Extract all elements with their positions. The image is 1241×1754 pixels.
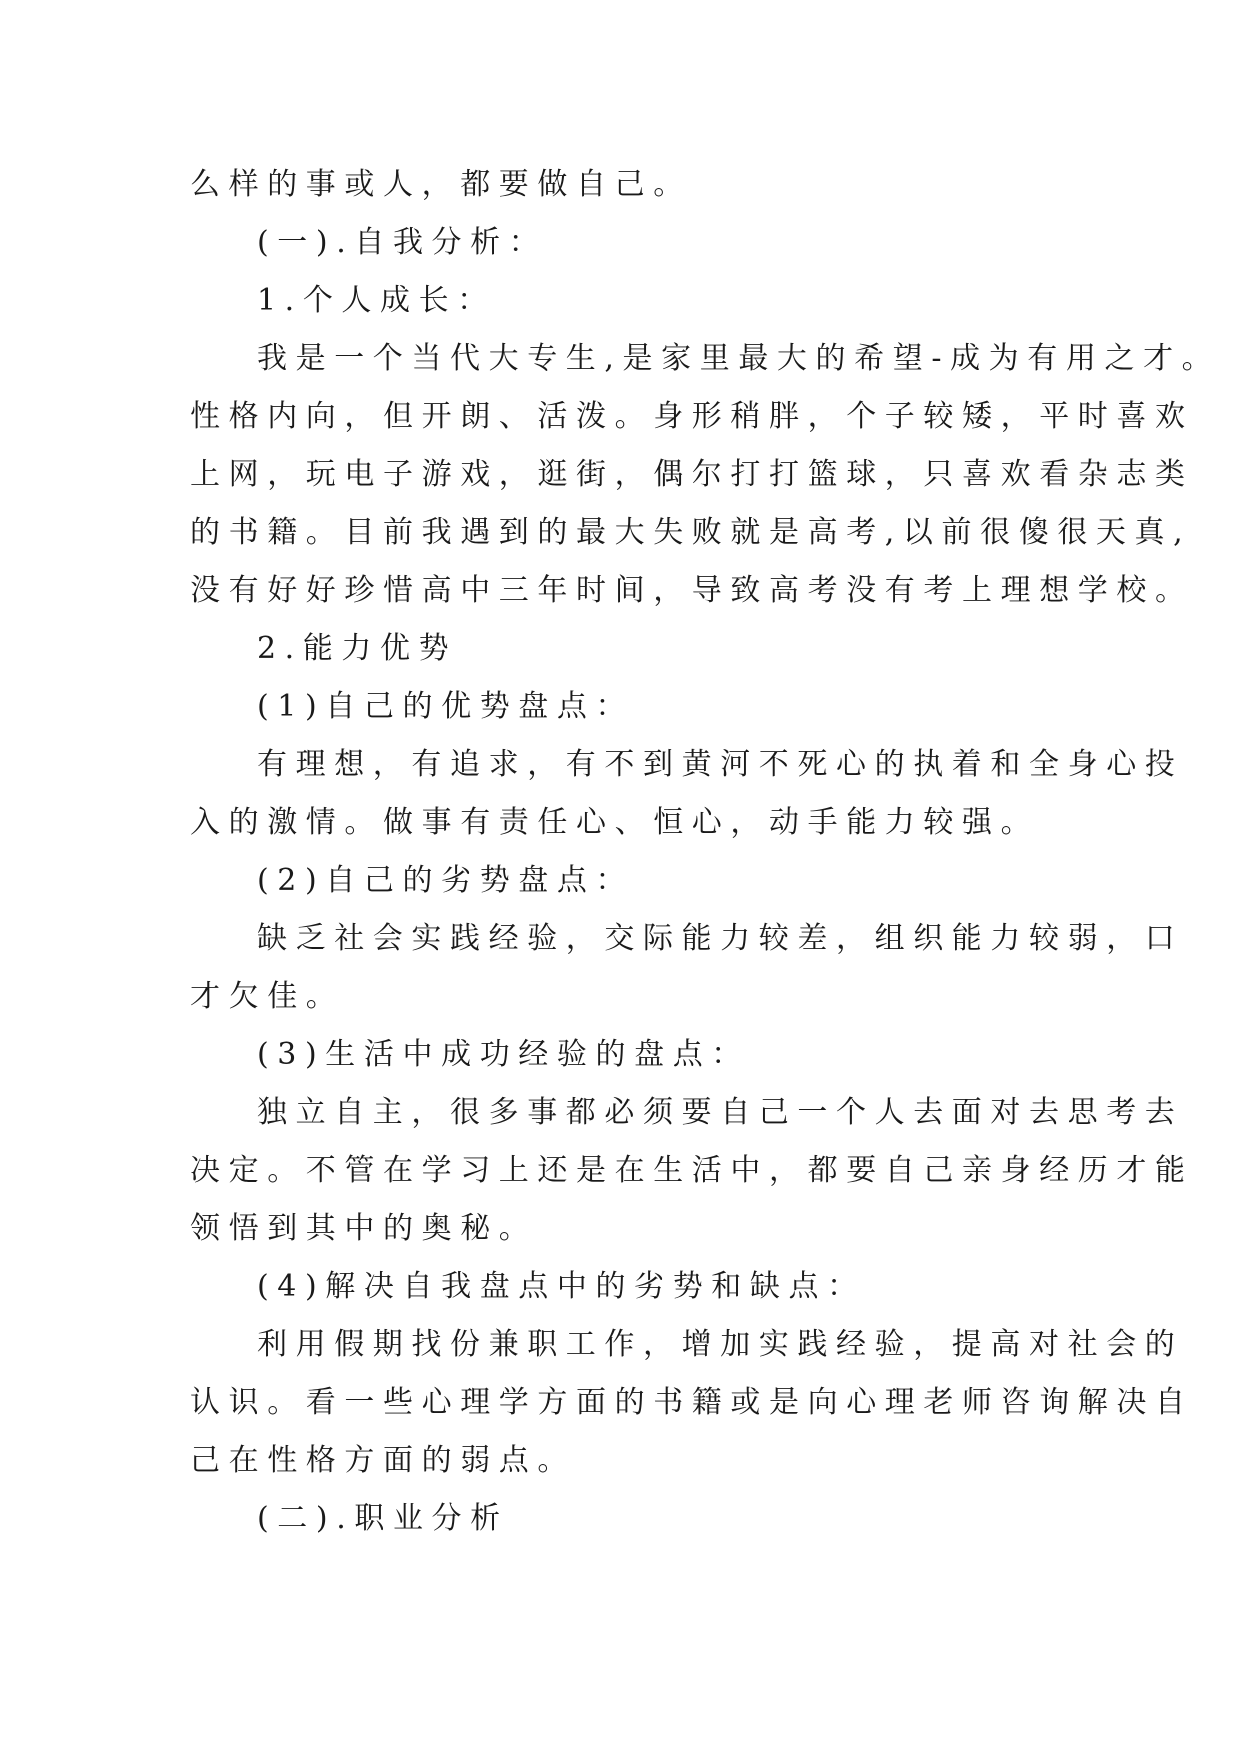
item-heading: (1)自己的优势盘点：	[257, 689, 635, 724]
text-line: 独立自主，很多事都必须要自己一个人去面对去思考去	[257, 1095, 1184, 1130]
text-line: 性格内向，但开朗、活泼。身形稍胖，个子较矮，平时喜欢	[190, 399, 1194, 434]
section-heading: (一).自我分析：	[257, 225, 548, 260]
text-line: 利用假期找份兼职工作，增加实践经验，提高对社会的	[257, 1327, 1184, 1362]
text-line: 缺乏社会实践经验，交际能力较差，组织能力较弱，口	[257, 921, 1184, 956]
text-line: 领悟到其中的奥秘。	[190, 1211, 538, 1246]
text-line: 才欠佳。	[190, 979, 345, 1014]
text-line: 的书籍。目前我遇到的最大失败就是高考,以前很傻很天真,	[190, 515, 1192, 550]
text-line: 入的激情。做事有责任心、恒心，动手能力较强。	[190, 805, 1040, 840]
text-line: 我是一个当代大专生,是家里最大的希望-成为有用之才。	[257, 341, 1221, 376]
text-line: 认识。看一些心理学方面的书籍或是向心理老师咨询解决自	[190, 1385, 1194, 1420]
subsection-heading: 1.个人成长：	[257, 283, 496, 318]
text-line: 决定。不管在学习上还是在生活中，都要自己亲身经历才能	[190, 1153, 1194, 1188]
item-heading: (2)自己的劣势盘点：	[257, 863, 635, 898]
item-heading: (3)生活中成功经验的盘点：	[257, 1037, 750, 1072]
item-heading: (4)解决自我盘点中的劣势和缺点：	[257, 1269, 866, 1304]
text-line: 么样的事或人，都要做自己。	[190, 167, 692, 202]
text-line: 上网，玩电子游戏，逛街，偶尔打打篮球，只喜欢看杂志类	[190, 457, 1194, 492]
text-line: 没有好好珍惜高中三年时间，导致高考没有考上理想学校。	[190, 573, 1194, 608]
subsection-heading: 2.能力优势	[257, 631, 458, 666]
text-line: 己在性格方面的弱点。	[190, 1443, 576, 1478]
text-line: 有理想，有追求，有不到黄河不死心的执着和全身心投	[257, 747, 1184, 782]
section-heading: (二).职业分析	[257, 1501, 509, 1536]
